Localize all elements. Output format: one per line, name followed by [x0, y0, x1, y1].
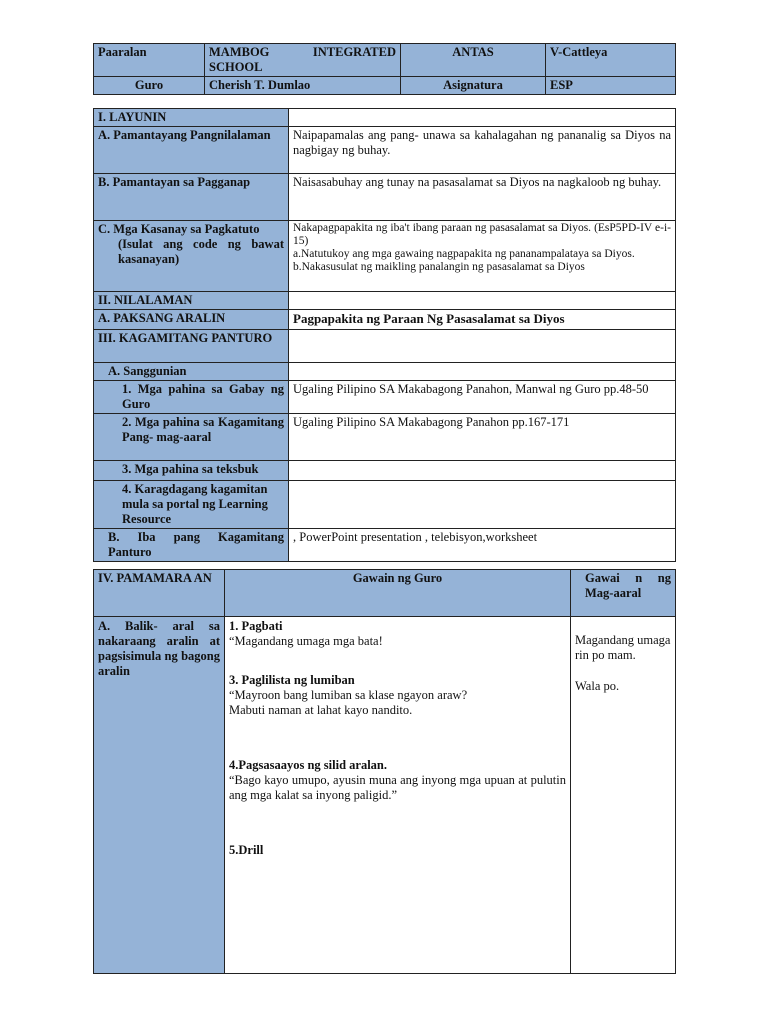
pagganap-value: Naisasabuhay ang tunay na pasasalamat sa Diyos na nagkaloob ng buhay.	[289, 174, 676, 221]
teksbuk-label: 3. Mga pahina sa teksbuk	[94, 461, 289, 481]
paglilista-title: 3. Paglilista ng lumiban	[229, 673, 355, 687]
pagsasaayos-title: 4.Pagsasaayos ng silid aralan.	[229, 758, 388, 772]
guro-label: Guro	[94, 77, 205, 95]
asignatura-label: Asignatura	[401, 77, 546, 95]
school-name: MAMBOG INTEGRATED SCHOOL	[205, 44, 401, 77]
kasanayan-label-2: (Isulat ang code ng bawat kasanayan)	[118, 237, 284, 266]
pagganap-label: B. Pamantayan sa Pagganap	[94, 174, 289, 221]
layunin-value	[289, 109, 676, 127]
guro-value: Cherish T. Dumlao	[205, 77, 401, 95]
student-responses	[571, 617, 676, 974]
student-response-1: Magandang umaga rin po mam.	[575, 633, 671, 662]
gawain-guro-label: Gawain ng Guro	[225, 570, 571, 617]
kagamitang-value: Ugaling Pilipino SA Makabagong Panahon pp.167-171	[289, 414, 676, 461]
gawain-magaaral-label: Gawai n ng Mag-aaral	[571, 570, 676, 617]
kagamitan-value	[289, 330, 676, 363]
antas-label: ANTAS	[401, 44, 546, 77]
kasanayan-label	[94, 221, 289, 292]
kasanayan-value-1: Nakapagpapakita ng iba't ibang paraan ng pasasalamat sa Diyos. (EsP5PD-IV e-i-15)	[293, 222, 671, 247]
layunin-label: I. LAYUNIN	[94, 109, 289, 127]
kasanayan-value-2: a.Natutukoy ang mga gawaing nagpapakita ng pananampalataya sa Diyos.	[293, 248, 635, 260]
header-table	[93, 43, 676, 95]
pamantayang-value: Naipapamalas ang pang- unawa sa kahalagahan ng pananalig sa Diyos na nagbigay ng buhay.	[289, 127, 676, 174]
iba-label: B. Iba pang Kagamitang Panturo	[94, 529, 289, 562]
nilalaman-label: II. NILALAMAN	[94, 292, 289, 310]
antas-value: V-Cattleya	[546, 44, 676, 77]
gabay-value: Ugaling Pilipino SA Makabagong Panahon, Manwal ng Guro pp.48-50	[289, 381, 676, 414]
balik-aral-label: A. Balik- aral sa nakaraang aralin at pagsisimula ng bagong aralin	[94, 617, 225, 974]
teksbuk-value	[289, 461, 676, 481]
iba-value: , PowerPoint presentation , telebisyon,worksheet	[289, 529, 676, 562]
kasanayan-value-3: b.Nakasusulat ng maikling panalangin ng pasasalamat sa Diyos	[293, 261, 585, 273]
sanggunian-value	[289, 363, 676, 381]
kasanayan-label-1: C. Mga Kasanay sa Pagkatuto	[98, 222, 260, 236]
pamamaraan-label: IV. PAMAMARA AN	[94, 570, 225, 617]
kagamitan-label: III. KAGAMITANG PANTURO	[94, 330, 289, 363]
paglilista-text-2: Mabuti naman at lahat kayo nandito.	[229, 703, 413, 717]
objectives-table	[93, 108, 676, 562]
teacher-activities	[225, 617, 571, 974]
pagbati-text: “Magandang umaga mga bata!	[229, 634, 383, 648]
karagdagang-label: 4. Karagdagang kagamitan mula sa portal ng Learning Resource	[94, 481, 289, 529]
paglilista-text-1: “Mayroon bang lumiban sa klase ngayon araw?	[229, 688, 468, 702]
sanggunian-label: A. Sanggunian	[94, 363, 289, 381]
procedure-table	[93, 569, 676, 974]
paksa-value: Pagpapakita ng Paraan Ng Pasasalamat sa Diyos	[289, 310, 676, 330]
karagdagang-value	[289, 481, 676, 529]
drill-title: 5.Drill	[229, 843, 264, 857]
kasanayan-value	[289, 221, 676, 292]
pamantayang-label: A. Pamantayang Pangnilalaman	[94, 127, 289, 174]
asignatura-value: ESP	[546, 77, 676, 95]
student-response-2: Wala po.	[575, 679, 620, 693]
paaralan-label: Paaralan	[94, 44, 205, 77]
kagamitang-label: 2. Mga pahina sa Kagamitang Pang- mag-aaral	[94, 414, 289, 461]
gabay-label: 1. Mga pahina sa Gabay ng Guro	[94, 381, 289, 414]
paksa-label: A. PAKSANG ARALIN	[94, 310, 289, 330]
nilalaman-value	[289, 292, 676, 310]
pagbati-title: 1. Pagbati	[229, 619, 283, 633]
pagsasaayos-text: “Bago kayo umupo, ayusin muna ang inyong mga upuan at pulutin ang mga kalat sa inyong paligid.”	[229, 773, 566, 802]
